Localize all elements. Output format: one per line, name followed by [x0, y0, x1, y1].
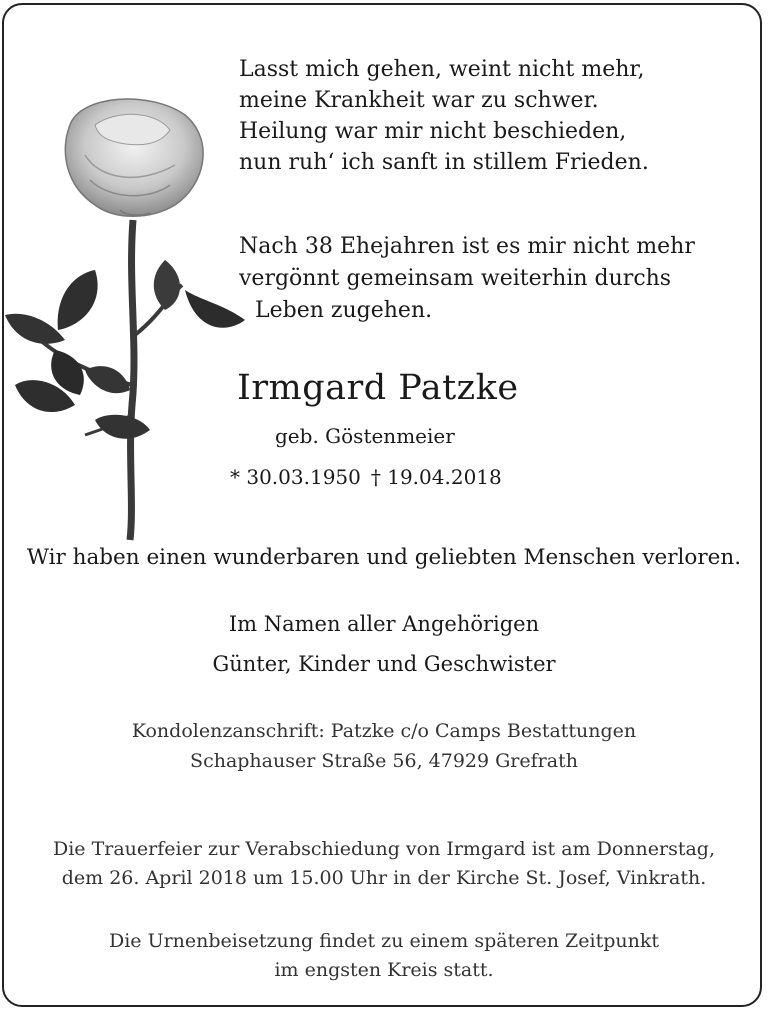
- condolence-address: [0, 716, 768, 776]
- birth-date: * 30.03.1950: [230, 465, 361, 489]
- born-name: geb. Göstenmeier: [275, 424, 455, 448]
- rose-icon: [0, 85, 250, 545]
- urn-burial-info: [0, 927, 768, 985]
- death-date: † 19.04.2018: [370, 465, 502, 489]
- poem-line: meine Krankheit war zu schwer.: [239, 88, 599, 113]
- poem: [239, 54, 649, 178]
- urn-line: im engsten Kreis statt.: [274, 959, 494, 981]
- message-line: vergönnt gemeinsam weiterhin durchs: [239, 266, 672, 291]
- address-line: Schaphauser Straße 56, 47929 Grefrath: [190, 750, 578, 772]
- address-line: Kondolenzanschrift: Patzke c/o Camps Bestattungen: [131, 720, 637, 742]
- deceased-name: Irmgard Patzke: [237, 368, 519, 408]
- poem-line: nun ruh‘ ich sanft in stillem Frieden.: [239, 150, 649, 175]
- life-dates: [230, 465, 502, 489]
- ceremony-line: dem 26. April 2018 um 15.00 Uhr in der Kirche St. Josef, Vinkrath.: [61, 867, 707, 889]
- urn-line: Die Urnenbeisetzung findet zu einem späteren Zeitpunkt: [108, 930, 659, 952]
- lost-statement: Wir haben einen wunderbaren und geliebten Menschen verloren.: [26, 545, 742, 570]
- message-line: Nach 38 Ehejahren ist es mir nicht mehr: [239, 234, 695, 259]
- family-names: Günter, Kinder und Geschwister: [212, 652, 556, 676]
- poem-line: Heilung war mir nicht beschieden,: [239, 119, 627, 144]
- message: [239, 231, 695, 327]
- ceremony-info: [0, 835, 768, 893]
- poem-line: Lasst mich gehen, weint nicht mehr,: [239, 57, 645, 82]
- message-line: Leben zugehen.: [255, 298, 433, 323]
- ceremony-line: Die Trauerfeier zur Verabschiedung von Irmgard ist am Donnerstag,: [52, 838, 715, 860]
- family-intro: Im Namen aller Angehörigen: [228, 612, 540, 636]
